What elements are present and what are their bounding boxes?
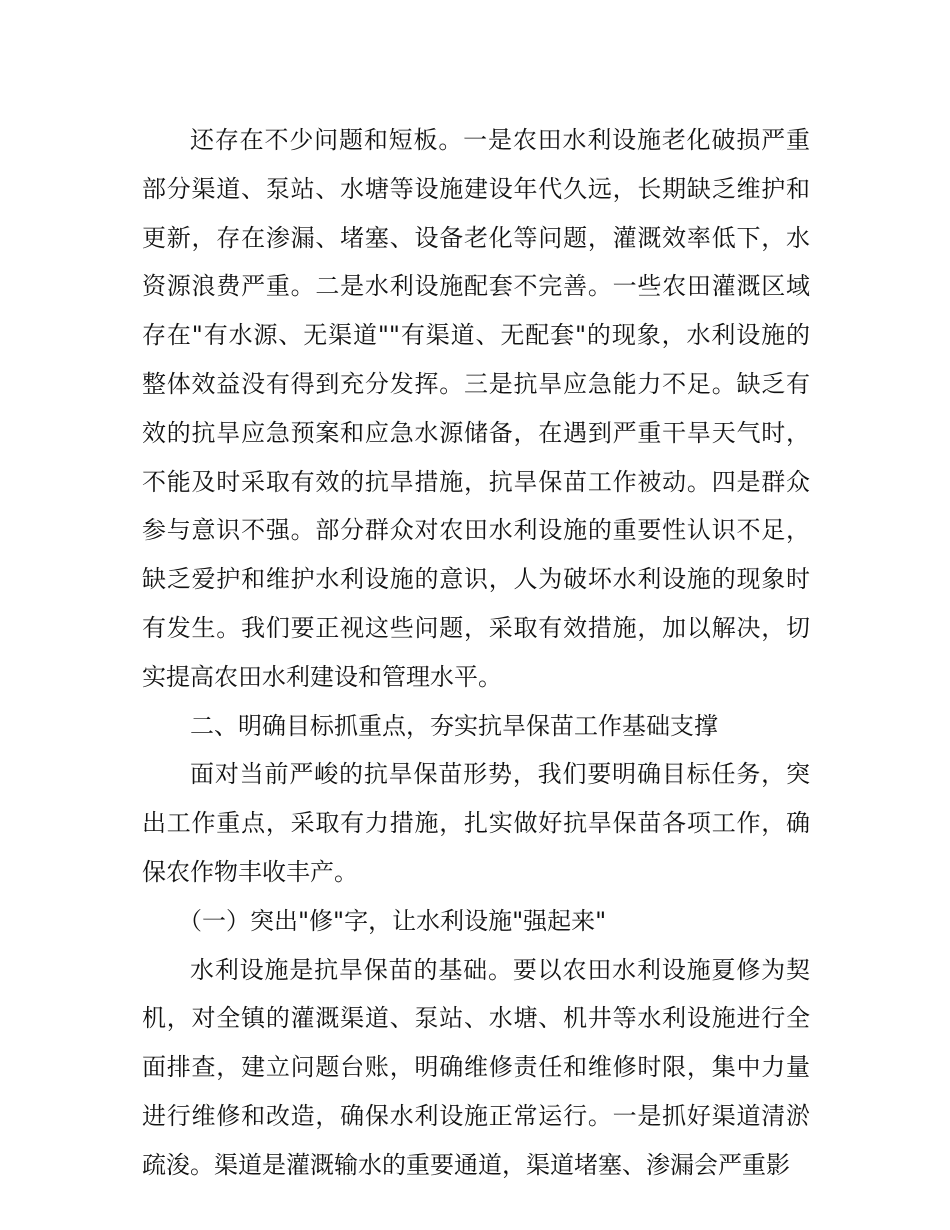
goals-paragraph: 面对当前严峻的抗旱保苗形势，我们要明确目标任务，突出工作重点，采取有力措施，扎实做好抗旱保苗各项工作，确保农作物丰收丰产。 xyxy=(142,760,810,886)
subsection-heading-one: （一）突出"修"字，让水利设施"强起来" xyxy=(178,906,607,935)
document-body xyxy=(142,116,810,1190)
problems-paragraph: 还存在不少问题和短板。一是农田水利设施老化破损严重部分渠道、泵站、水塘等设施建设年代久远，长期缺乏维护和更新，存在渗漏、堵塞、设备老化等问题，灌溉效率低下，水资源浪费严重。二是水利设施配套不完善。一些农田灌溉区域存在"有水源、无渠道""有渠道、无配套"的现象，水利设施的整体效益没有得到充分发挥。三是抗旱应急能力不足。缺乏有效的抗旱应急预案和应急水源储备，在遇到严重干旱天气时，不能及时采取有效的抗旱措施，抗旱保苗工作被动。四是群众参与意识不强。部分群众对农田水利设施的重要性认识不足，缺乏爱护和维护水利设施的意识，人为破坏水利设施的现象时有发生。我们要正视这些问题，采取有效措施，加以解决，切实提高农田水利建设和管理水平。 xyxy=(142,126,810,691)
water-facilities-paragraph: 水利设施是抗旱保苗的基础。要以农田水利设施夏修为契机，对全镇的灌溉渠道、泵站、水塘、机井等水利设施进行全面排查，建立问题台账，明确维修责任和维修时限，集中力量进行维修和改造，确保水利设施正常运行。一是抓好渠道清淤疏浚。渠道是灌溉输水的重要通道，渠道堵塞、渗漏会严重影 xyxy=(142,955,810,1179)
section-heading-two: 二、明确目标抓重点，夯实抗旱保苗工作基础支撑 xyxy=(190,711,718,740)
